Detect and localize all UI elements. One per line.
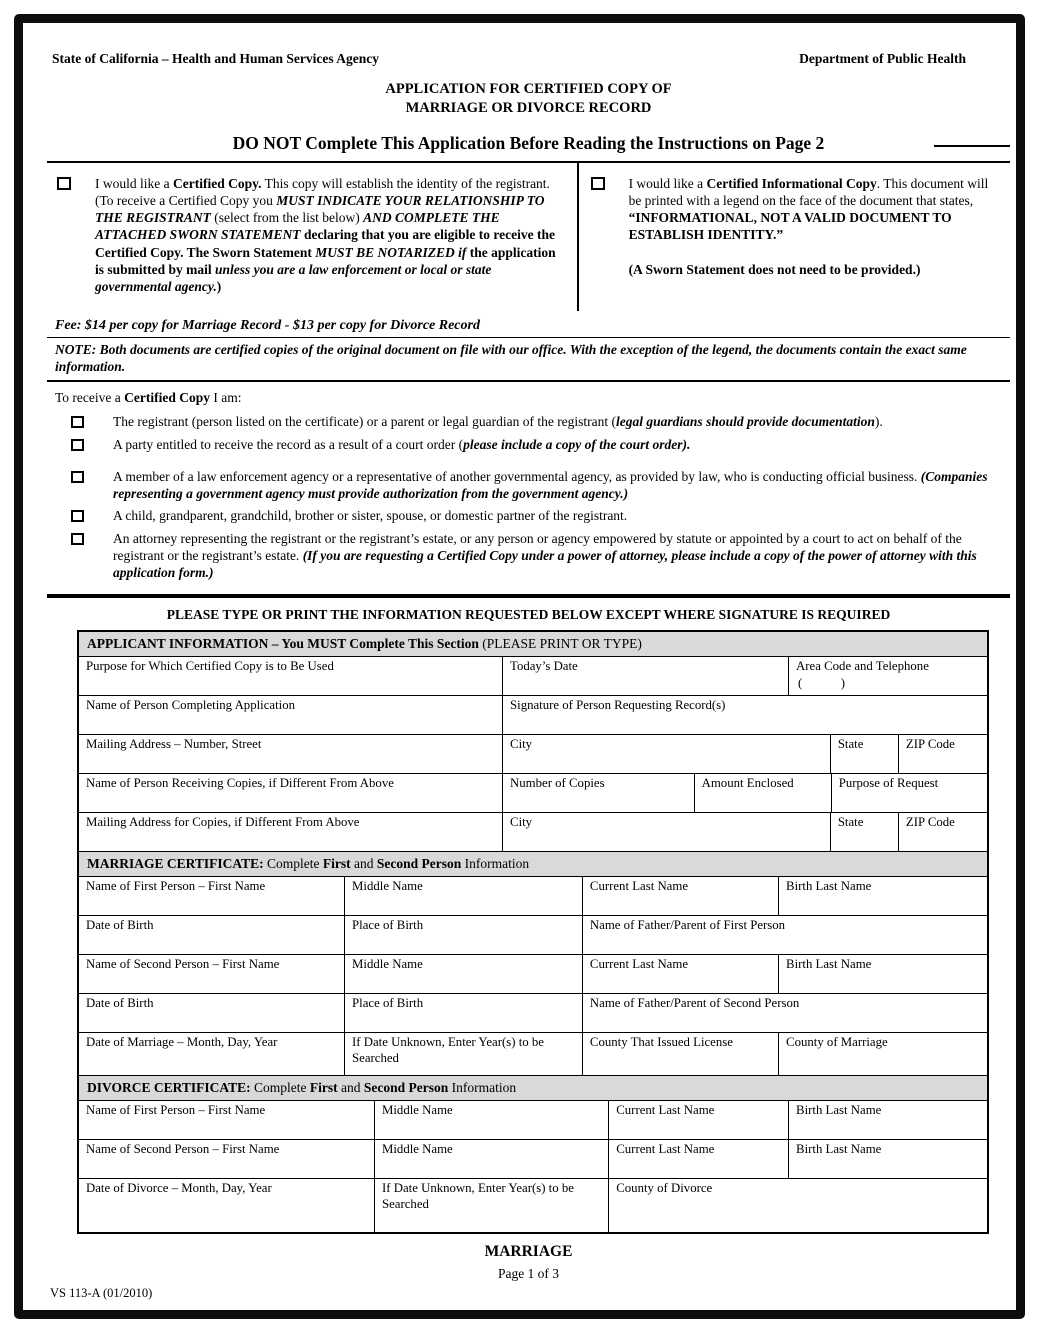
field-purpose-of-request[interactable] [832,774,987,812]
marriage-certificate-header: MARRIAGE CERTIFICATE: Complete First and Second Person Information [79,851,987,877]
field-divorce-p1-current-last-name[interactable] [609,1101,789,1139]
divorce-row-2 [79,1139,987,1178]
type-or-print-instruction: PLEASE TYPE OR PRINT THE INFORMATION REQUESTED BELOW EXCEPT WHERE SIGNATURE IS REQUIRED [166,607,891,623]
field-label: State [837,815,864,830]
applicant-row-3 [79,734,987,773]
field-label: Current Last Name [616,1103,715,1118]
field-divorce-p2-current-last-name[interactable] [609,1140,789,1178]
eligibility-option-registrant [47,414,1010,431]
eligibility-option-law-enforcement-text: A member of a law enforcement agency or a representative of another governmental agency, as provided by law, who is conducting official business. (Companies representing a government agency must provide authorization from the government agency.) [113,468,988,501]
divorce-certificate-header: DIVORCE CERTIFICATE: Complete First and Second Person Information [79,1075,987,1101]
field-label: City [510,737,533,752]
field-label: Number of Copies [510,776,605,791]
field-label: Area Code and Telephone [796,659,929,674]
field-city[interactable] [503,735,831,773]
field-label: Today’s Date [510,659,578,674]
field-label: County of Marriage [786,1035,888,1050]
informational-copy-checkbox[interactable] [591,177,605,190]
field-area-code-telephone[interactable] [789,657,987,695]
field-state[interactable] [831,735,899,773]
field-label: Name of Second Person – First Name [86,1142,280,1157]
eligibility-option-court-order-text: A party entitled to receive the record as a result of a court order (please include a copy of the court order). [113,436,691,452]
field-label: City [510,815,533,830]
field-label: Name of Father/Parent of Second Person [589,996,800,1011]
field-label: Name of First Person – First Name [86,879,266,894]
section-divider-rule [47,594,1010,598]
copy-type-section [47,163,1010,311]
applicant-info-header: APPLICANT INFORMATION – You MUST Complete This Section (PLEASE PRINT OR TYPE) [79,632,987,657]
field-city-for-copies[interactable] [503,813,831,851]
eligibility-option-court-order [47,437,1010,454]
field-marriage-p2-current-last-name[interactable] [583,955,779,993]
agency-name-left: State of California – Health and Human Services Agency [52,51,379,66]
field-label: Birth Last Name [796,1142,882,1157]
field-purpose-of-copy[interactable] [79,657,503,695]
marriage-row-3 [79,954,987,993]
field-label: If Date Unknown, Enter Year(s) to be Searched [352,1035,544,1066]
field-marriage-p2-first-name[interactable] [79,955,345,993]
field-name-completing-application[interactable] [79,696,503,734]
field-number-of-copies[interactable] [503,774,695,812]
form-number: VS 113-A (01/2010) [50,1286,153,1301]
page-frame [14,14,1025,1319]
record-type-label: MARRIAGE [484,1243,573,1261]
field-marriage-date[interactable] [79,1033,345,1075]
field-label: Middle Name [382,1142,453,1157]
field-label: Amount Enclosed [701,776,794,791]
field-marriage-p2-birth-last-name[interactable] [779,955,987,993]
field-label: Date of Birth [86,918,154,933]
marriage-row-1 [79,877,987,915]
field-marriage-p1-birth-last-name[interactable] [779,877,987,915]
eligibility-option-registrant-text: The registrant (person listed on the certificate) or a parent or legal guardian of the registrant (legal guardians should provide documentation). [113,414,883,430]
field-label: If Date Unknown, Enter Year(s) to be Searched [382,1181,574,1212]
field-amount-enclosed[interactable] [695,774,832,812]
applicant-row-4 [79,773,987,812]
field-label: Name of First Person – First Name [86,1103,266,1118]
divorce-row-1 [79,1101,987,1139]
registrant-checkbox[interactable] [71,416,84,428]
field-label: County That Issued License [589,1035,733,1050]
field-state-for-copies[interactable] [831,813,899,851]
form-title-line2: MARRIAGE OR DIVORCE RECORD [405,99,652,116]
field-divorce-p2-birth-last-name[interactable] [789,1140,987,1178]
form-title [47,80,1010,118]
field-marriage-p1-current-last-name[interactable] [583,877,779,915]
eligibility-option-family-text: A child, grandparent, grandchild, brother or sister, spouse, or domestic partner of the registrant. [113,508,628,524]
field-label: Name of Person Completing Application [86,698,295,713]
field-label: Birth Last Name [796,1103,882,1118]
agency-header [47,41,1010,67]
field-label: Birth Last Name [786,957,872,972]
applicant-row-2 [79,695,987,734]
informational-copy-description: I would like a Certified Informational Copy. This document will be printed with a legend on the face of the document that states, “INFORMATIONAL, NOT A VALID DOCUMENT TO ESTABLISH IDENTITY.” [628,175,989,243]
eligibility-option-attorney-text: An attorney representing the registrant or the registrant’s estate, or any person or agency empowered by statute or appointed by a court to act on behalf of the registrant or the registrant’s estate. (If you are requesting a Certified Copy under a power of attorney, please include a copy of the power of attorney with this application form.) [113,531,977,580]
field-label: ZIP Code [905,737,955,752]
field-marriage-p2-middle-name[interactable] [345,955,583,993]
marriage-row-5 [79,1032,987,1075]
field-marriage-p2-place-of-birth[interactable] [345,994,583,1032]
field-marriage-p1-first-name[interactable] [79,877,345,915]
eligibility-option-attorney [47,531,1010,581]
field-label: Middle Name [352,957,423,972]
field-label: Middle Name [382,1103,453,1118]
form-title-line1: APPLICATION FOR CERTIFIED COPY OF [385,81,672,97]
field-label: Signature of Person Requesting Record(s) [510,698,726,713]
field-county-of-divorce[interactable] [609,1179,987,1232]
field-label: Name of Person Receiving Copies, if Different From Above [86,776,394,791]
field-divorce-year-search[interactable] [375,1179,609,1232]
field-label: Current Last Name [616,1142,715,1157]
eligibility-intro: To receive a Certified Copy I am: [55,390,242,406]
field-label: Purpose for Which Certified Copy is to Be Used [86,659,334,674]
form-tables [77,630,989,1234]
fee-line: Fee: $14 per copy for Marriage Record - $13 per copy for Divorce Record [55,318,480,334]
field-label: Place of Birth [352,918,424,933]
field-todays-date[interactable] [503,657,789,695]
field-signature[interactable] [503,696,987,734]
certified-copy-option [47,163,579,311]
field-label: Name of Father/Parent of First Person [589,918,786,933]
certified-copy-description: I would like a Certified Copy. This copy will establish the identity of the registrant. (To receive a Certified Copy you MUST INDICATE YOUR RELATIONSHIP TO THE REGISTRANT (select from the list below) AND COMPLETE THE ATTACHED SWORN STATEMENT declaring that you are eligible to receive the Certified Copy. The Sworn Statement MUST BE NOTARIZED if the application is submitted by mail unless you are a law enforcement or local or state governmental agency.) [95,175,556,294]
field-marriage-p1-date-of-birth[interactable] [79,916,345,954]
law-enforcement-checkbox[interactable] [71,471,84,483]
field-marriage-p1-middle-name[interactable] [345,877,583,915]
eligibility-option-law-enforcement [47,469,1010,503]
sworn-statement-note: (A Sworn Statement does not need to be provided.) [628,261,921,277]
applicant-row-1 [79,657,987,695]
field-marriage-year-search[interactable] [345,1033,583,1075]
note-line: NOTE: Both documents are certified copies of the original document on file with our office. With the exception of the legend, the documents contain the exact same information. [55,342,967,374]
field-mailing-address[interactable] [79,735,503,773]
field-mailing-address-for-copies[interactable] [79,813,503,851]
field-label: Current Last Name [589,879,688,894]
applicant-row-5 [79,812,987,851]
field-label: Name of Second Person – First Name [86,957,280,972]
divorce-row-3 [79,1178,987,1232]
field-zip-code[interactable] [899,735,987,773]
footer [47,1243,1010,1282]
field-county-issued-license[interactable] [583,1033,779,1075]
field-label: ZIP Code [905,815,955,830]
field-divorce-p2-first-name[interactable] [79,1140,375,1178]
informational-copy-text-block [629,175,996,278]
field-label: Date of Marriage – Month, Day, Year [86,1035,278,1050]
agency-name-right: Department of Public Health [799,51,966,66]
certified-copy-checkbox[interactable] [57,177,71,190]
family-member-checkbox[interactable] [71,510,84,522]
field-divorce-p2-middle-name[interactable] [375,1140,609,1178]
field-name-receiving-copies[interactable] [79,774,503,812]
field-marriage-p2-father-parent[interactable] [583,994,987,1032]
field-label: Current Last Name [589,957,688,972]
eligibility-option-family [47,508,1010,525]
field-label: County of Divorce [616,1181,713,1196]
field-label: Date of Birth [86,996,154,1011]
field-label: Middle Name [352,879,423,894]
field-label: Mailing Address – Number, Street [86,737,262,752]
field-label: Mailing Address for Copies, if Different From Above [86,815,360,830]
field-label: Purpose of Request [838,776,939,791]
attorney-checkbox[interactable] [71,533,84,545]
court-order-checkbox[interactable] [71,439,84,451]
field-divorce-p1-middle-name[interactable] [375,1101,609,1139]
field-county-of-marriage[interactable] [779,1033,987,1075]
field-label: Birth Last Name [786,879,872,894]
field-marriage-p1-place-of-birth[interactable] [345,916,583,954]
field-label: Date of Divorce – Month, Day, Year [86,1181,272,1196]
informational-copy-option [579,163,1010,311]
field-divorce-date[interactable] [79,1179,375,1232]
warning-heading: DO NOT Complete This Application Before Reading the Instructions on Page 2 [232,132,825,153]
field-label: State [837,737,864,752]
marriage-row-2 [79,915,987,954]
field-label: Place of Birth [352,996,424,1011]
warning-heading-row [47,133,1010,163]
field-marriage-p1-father-parent[interactable] [583,916,987,954]
phone-parentheses: ( ) [798,676,845,691]
page-number: Page 1 of 3 [497,1266,560,1282]
field-zip-code-for-copies[interactable] [899,813,987,851]
marriage-row-4 [79,993,987,1032]
field-divorce-p1-birth-last-name[interactable] [789,1101,987,1139]
field-divorce-p1-first-name[interactable] [79,1101,375,1139]
field-marriage-p2-date-of-birth[interactable] [79,994,345,1032]
